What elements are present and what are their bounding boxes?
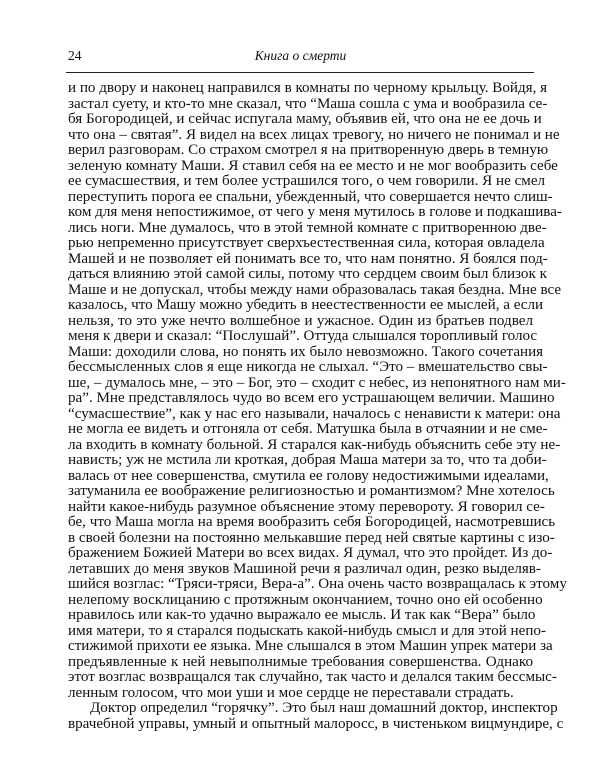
text-line: нравилось или как-то удачно выражало ее мысль. И так как “Вера” было <box>68 607 536 623</box>
text-line: найти какое-нибудь разумное объяснение этому перевороту. Я говорил се- <box>68 498 545 515</box>
body-text <box>68 80 567 732</box>
text-line: затуманила ее воображение религиозностью и романтизмом? Мне хотелось <box>68 483 555 499</box>
text-line: нельзя, то это уже нечто волшебное и ужасное. Один из братьев подвел <box>68 312 533 329</box>
text-line: врачебной управы, умный и опытный малоросс, в чистеньком вицмундире, с <box>68 715 564 732</box>
text-line: нелепому восклицанию с протяжным окончанием, точно оно ей особенно <box>68 591 543 608</box>
text-line: этот возглас возвращался так случайно, так часто и делался таким бессмыс- <box>68 669 557 685</box>
running-title: Книга о смерти <box>254 48 347 63</box>
text-line: не могла ее видеть и отгоняла от себя. Матушка была в отчаянии и не сме- <box>68 421 548 437</box>
text-line: даться влиянию этой самой силы, потому что сердцем своим был близок к <box>68 266 547 282</box>
page-number: 24 <box>68 48 82 63</box>
text-line: верил разговорам. Со страхом смотрел я на притворенную дверь в темную <box>68 142 549 158</box>
page-header <box>68 48 533 68</box>
text-line: застал суету, и кто-то мне сказал, что “Маша сошла с ума и вообразила се- <box>68 95 548 112</box>
text-line: валась от нее совершенства, смутила ее голову недостижимыми идеалами, <box>68 467 549 484</box>
text-line: бражением Божией Матери во всех видах. Я думал, что это пройдет. Из до- <box>68 545 553 561</box>
text-line: зеленую комнату Маши. Я ставил себя на ее место и не мог вообразить себе <box>68 157 558 174</box>
text-line: ла входить в комнату больной. Я старался как-нибудь объяснить себе эту не- <box>68 436 561 453</box>
text-line: предъявленные к ней невыполнимые требования совершенства. Однако <box>68 653 533 670</box>
text-line: что она – святая”. Я видел на всех лицах тревогу, но ничего не понимал и не <box>68 126 560 143</box>
header-rule <box>66 72 534 73</box>
text-line: летавших до меня звуков Машиной речи я различал один, резко выделяв- <box>68 560 541 577</box>
text-line: стижимой прихоти ее языка. Мне слышался в этом Машин упрек матери за <box>68 638 553 654</box>
text-line: ленным голосом, что мои уши и мое сердце не переставали страдать. <box>68 684 514 701</box>
text-line: ком для меня непостижимое, от чего у меня мутилось в голове и подкашива- <box>68 204 562 220</box>
text-line: казалось, что Машу можно убедить в неестественности ее мыслей, а если <box>68 297 544 313</box>
text-line: ее сумасшествия, и тем более устрашился того, о чем говорили. Я не смел <box>68 173 546 189</box>
text-line: Доктор определил “горячку”. Это был наш домашний доктор, инспектор <box>90 700 558 716</box>
text-line: лись ноги. Мне думалось, что в этой темной комнате с притворенною две- <box>68 219 547 236</box>
text-line: рью непременно присутствует сверхъестественная сила, которая овладела <box>68 235 545 251</box>
text-line: бессмысленных слов я еще никогда не слыхал. “Это – вмешательство свы- <box>68 359 548 375</box>
text-line: меня к двери и сказал: “Послушай”. Оттуда слышался торопливый голос <box>68 328 538 344</box>
text-line: Машей и не позволяет ей понимать все то, что нам понятно. Я боялся под- <box>68 250 548 267</box>
text-line: переступить порога ее спальни, убежденный, что совершается нечто слиш- <box>68 188 553 205</box>
text-line: Маше и не допускал, чтобы между нами образовалась такая бездна. Мне все <box>68 281 562 298</box>
text-line: шийся возглас: “Тряси-тряси, Вера-а”. Она очень часто возвращалась к этому <box>68 576 567 592</box>
text-line: Маши: доходили слова, но понять их было невозможно. Такого сочетания <box>68 343 544 360</box>
text-line: ра”. Мне представлялось чудо во всем его устрашающем величии. Машино <box>68 390 555 406</box>
text-line: бе, что Маша могла на время вообразить себя Богородицей, насмотревшись <box>68 514 556 530</box>
text-line: в своей болезни на постоянно мелькавшие перед ней святые картины с изо- <box>68 529 555 546</box>
text-line: имя матери, то я старался подыскать какой-нибудь смысл и для этой непо- <box>68 622 546 639</box>
text-line: ше, – думалось мне, – это – Бог, это – сходит с небес, из непонятного нам ми- <box>68 374 566 391</box>
text-line: бя Богородицей, и сейчас испугала маму, объявив ей, что она не ее дочь и <box>68 111 542 127</box>
text-line: “сумасшествие”, как у нас его называли, началось с ненависти к матери: она <box>68 405 561 422</box>
text-line: нависть; уж не мстила ли кроткая, добрая Маша матери за то, что та доби- <box>68 452 547 468</box>
text-line: и по двору и наконец направился в комнаты по черному крыльцу. Войдя, я <box>68 80 548 96</box>
